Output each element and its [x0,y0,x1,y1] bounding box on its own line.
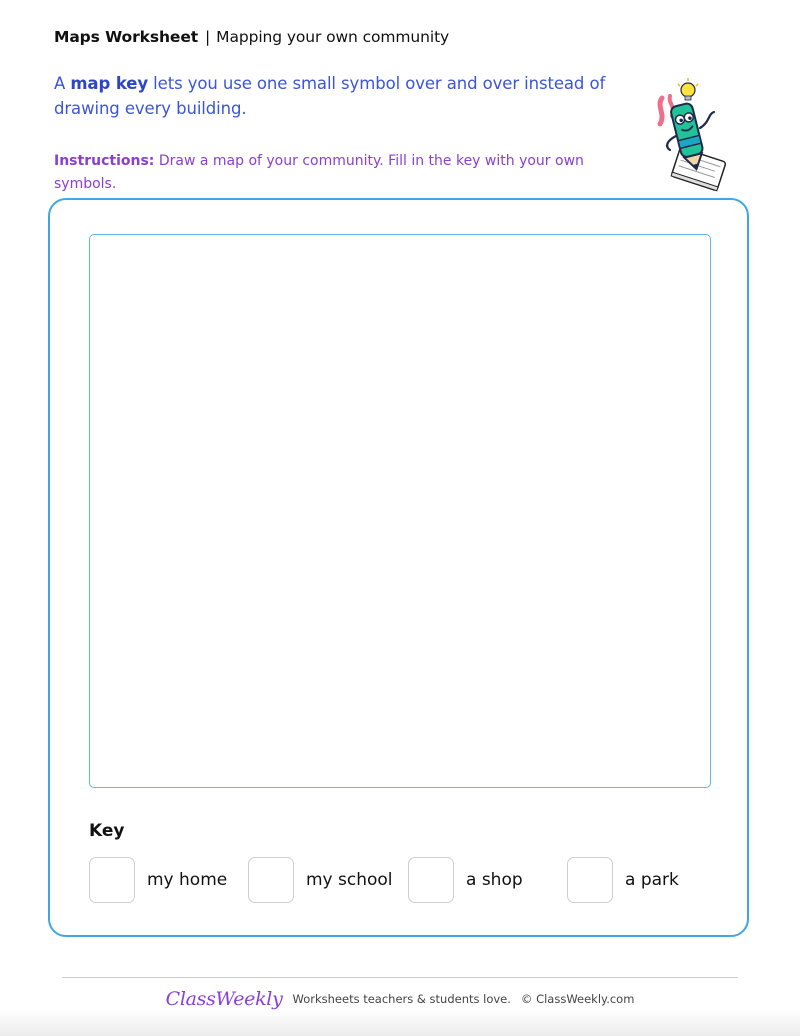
key-symbol-box[interactable] [408,857,454,903]
worksheet-header [54,26,449,48]
key-label: my home [147,870,228,890]
key-title: Key [89,821,125,841]
worksheet-title: Maps Worksheet [54,28,199,46]
header-separator: | [205,28,211,46]
key-symbol-box[interactable] [89,857,135,903]
key-item-a-shop [408,856,523,904]
intro-pre: A [54,74,71,93]
instructions-text: Draw a map of your community. Fill in the key with your own symbols. [54,153,584,192]
key-label: a park [625,870,679,890]
key-item-my-school [248,856,393,904]
instructions [54,150,594,195]
intro-post: lets you use one small symbol over and over instead of drawing every building. [54,74,606,118]
key-label: my school [306,870,393,890]
intro-text [54,72,614,121]
map-drawing-area[interactable] [89,234,711,788]
footer-copyright: © ClassWeekly.com [520,992,635,1006]
key-item-a-park [567,856,679,904]
key-label: a shop [466,870,523,890]
worksheet-subtitle: Mapping your own community [216,28,450,46]
footer-tagline: Worksheets teachers & students love. [292,992,511,1006]
crayon-mascot-icon [648,76,732,196]
key-symbol-box[interactable] [567,857,613,903]
intro-keyword: map key [70,74,149,93]
instructions-label: Instructions: [54,153,155,169]
page-bottom-shadow [0,1010,800,1036]
brand-logo[interactable]: ClassWeekly [165,988,283,1010]
footer [0,988,800,1010]
key-row [89,856,729,904]
footer-divider [62,977,738,978]
key-symbol-box[interactable] [248,857,294,903]
key-item-my-home [89,856,227,904]
